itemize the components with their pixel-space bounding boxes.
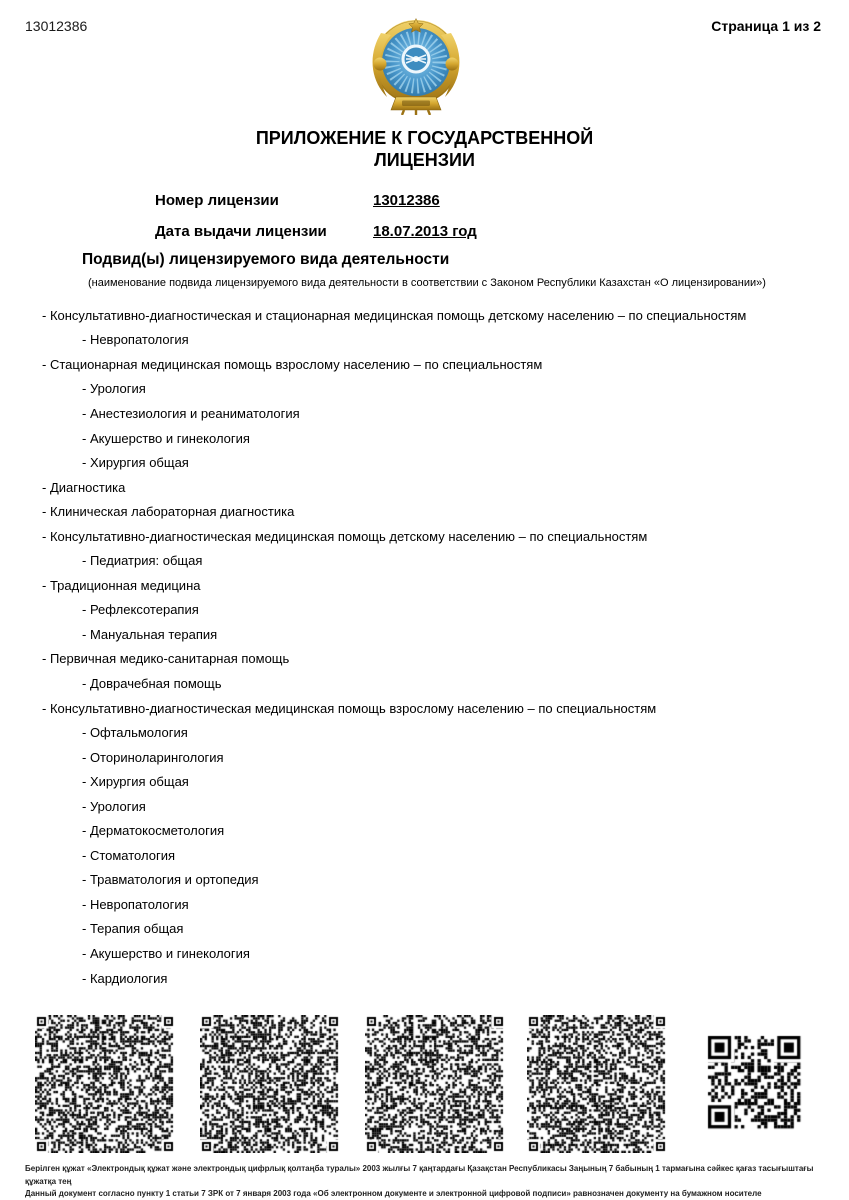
license-fields	[155, 192, 477, 254]
activity-item: - Стоматология	[82, 847, 176, 863]
issue-date-value: 18.07.2013 год	[373, 223, 477, 240]
verification-qr-code	[706, 1030, 802, 1138]
activity-item: - Традиционная медицина	[42, 577, 201, 593]
activity-item: - Невропатология	[82, 896, 189, 912]
activity-item: - Консультативно-диагностическая медицинская помощь взрослому населению – по специальностям	[42, 700, 657, 716]
license-number-row	[155, 192, 477, 209]
license-number-label: Номер лицензии	[155, 192, 279, 209]
activity-item: - Доврачебная помощь	[82, 675, 222, 691]
activity-item: - Травматология и ортопедия	[82, 872, 259, 888]
legal-footer-russian: Данный документ согласно пункту 1 статьи 7 ЗРК от 7 января 2003 года «Об электронном документе и электронной цифровой подписи» равнозначен документу на бумажном носителе	[25, 1189, 762, 1198]
activity-item: - Хирургия общая	[82, 455, 189, 471]
legal-footer-kazakh: Берілген құжат «Электрондық құжат және электрондық цифрлық қолтаңба туралы» 2003 жылғы 7 қаңтардағы Қазақстан Республикасы Заңының 7 бабының 1 тармағына сәйкес қағаз тасығыштағы құжатқа тең	[25, 1164, 814, 1186]
activity-item: - Стационарная медицинская помощь взрослому населению – по специальностям	[42, 356, 543, 372]
page-indicator: Страница 1 из 2	[711, 18, 821, 34]
activity-item: - Урология	[82, 798, 146, 814]
signature-barcode-3	[365, 1015, 505, 1153]
page-title	[0, 127, 849, 171]
activity-item: - Первичная медико-санитарная помощь	[42, 651, 290, 667]
activity-item: - Мануальная терапия	[82, 626, 218, 642]
issue-date-label: Дата выдачи лицензии	[155, 223, 327, 240]
issue-date-row	[155, 223, 477, 240]
page-title-text: ПРИЛОЖЕНИЕ К ГОСУДАРСТВЕННОЙ ЛИЦЕНЗИИ	[255, 128, 594, 170]
activity-item: - Кардиология	[82, 970, 168, 986]
activity-item: - Урология	[82, 381, 146, 397]
activity-item: - Педиатрия: общая	[82, 553, 203, 569]
legal-footer	[25, 1163, 825, 1200]
activity-item: - Дерматокосметология	[82, 823, 225, 839]
activity-item: - Терапия общая	[82, 921, 184, 937]
activity-item: - Оториноларингология	[82, 749, 224, 765]
document-number: 13012386	[25, 18, 88, 34]
signature-barcode-2	[200, 1015, 340, 1153]
activity-item: - Рефлексотерапия	[82, 602, 199, 618]
activities-list	[42, 303, 832, 990]
activity-item: - Анестезиология и реаниматология	[82, 405, 300, 421]
license-number-value: 13012386	[373, 192, 440, 209]
signature-barcode-1	[35, 1015, 175, 1153]
kazakhstan-emblem-icon	[366, 12, 466, 115]
signature-barcode-4	[527, 1015, 667, 1153]
activity-item: - Офтальмология	[82, 725, 188, 741]
activity-item: - Клиническая лабораторная диагностика	[42, 504, 295, 520]
kazakhstan-state-emblem	[366, 12, 466, 115]
activity-item: - Акушерство и гинекология	[82, 430, 250, 446]
activity-item: - Акушерство и гинекология	[82, 945, 250, 961]
activity-item: - Консультативно-диагностическая и стационарная медицинская помощь детскому населению – по специальностям	[42, 307, 747, 323]
subtypes-heading: Подвид(ы) лицензируемого вида деятельности	[82, 251, 450, 268]
activity-item: - Хирургия общая	[82, 774, 189, 790]
subtypes-note: (наименование подвида лицензируемого вида деятельности в соответствии с Законом Республики Казахстан «О лицензировании»)	[88, 277, 766, 289]
activity-item: - Консультативно-диагностическая медицинская помощь детскому населению – по специальностям	[42, 528, 648, 544]
activity-item: - Невропатология	[82, 332, 189, 348]
activity-item: - Диагностика	[42, 479, 126, 495]
